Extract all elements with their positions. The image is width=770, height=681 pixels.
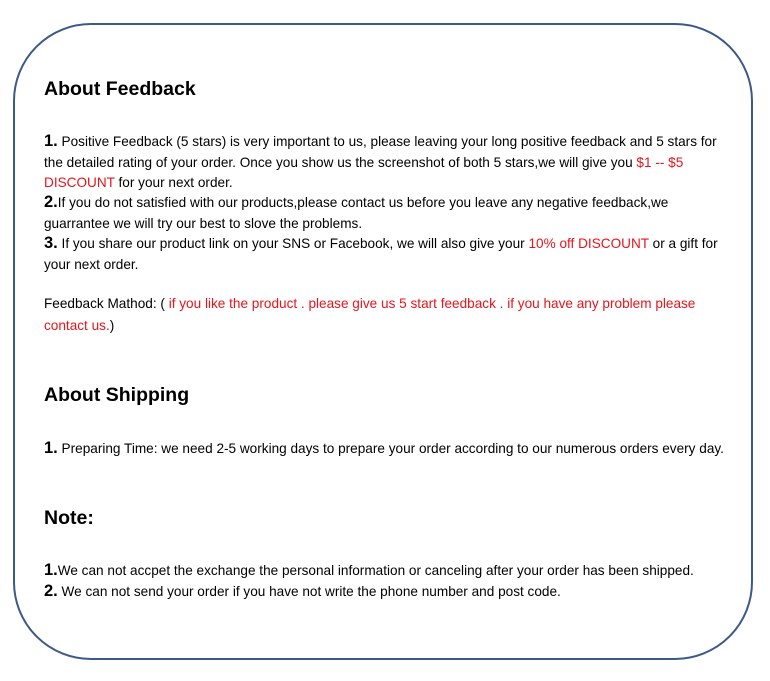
- share-discount-highlight: 10% off DISCOUNT: [528, 236, 649, 251]
- feedback-item-2-number: 2.: [44, 193, 58, 211]
- feedback-item-3: [44, 233, 732, 275]
- note-item-1-text: We can not accpet the exchange the personal information or canceling after your order has been shipped.: [57, 563, 694, 578]
- shipping-item-1-number: 1.: [44, 439, 58, 457]
- shipping-item-1: [44, 438, 732, 460]
- note-item-1: [44, 560, 732, 582]
- feedback-item-3-number: 3.: [44, 234, 58, 252]
- feedback-method-highlight: if you like the product . please give us 5 start feedback . if you have any problem please contact us.: [44, 296, 696, 333]
- feedback-item-1-text: Positive Feedback (5 stars) is very important to us, please leaving your long positive feedback and 5 stars for the detailed rating of your order. Once you show us the screenshot of both 5 stars,we will give you: [44, 134, 717, 170]
- note-item-2-text: We can not send your order if you have not write the phone number and post code.: [57, 584, 561, 599]
- feedback-item-2: [44, 192, 732, 234]
- feedback-item-3-text-end: or a gift for your next order.: [44, 236, 718, 272]
- note-heading: Note:: [44, 507, 94, 529]
- feedback-method-label: Feedback Mathod: (: [44, 296, 169, 311]
- about-feedback-heading: About Feedback: [44, 78, 196, 100]
- note-item-2: [44, 581, 732, 603]
- feedback-method-close: ): [109, 317, 115, 333]
- feedback-method: [44, 293, 732, 336]
- note-item-1-number: 1.: [44, 561, 58, 579]
- feedback-item-2-text: If you do not satisfied with our products,please contact us before you leave any negative feedback,we guarrantee we will try our best to slove the problems.: [44, 195, 669, 231]
- feedback-item-1-number: 1.: [44, 132, 58, 150]
- feedback-discount-highlight: $1 -- $5 DISCOUNT: [44, 154, 684, 190]
- feedback-item-1: [44, 131, 732, 194]
- shipping-item-1-text: Preparing Time: we need 2-5 working days to prepare your order according to our numerous orders every day.: [57, 441, 724, 456]
- note-item-2-number: 2.: [44, 582, 58, 600]
- about-shipping-heading: About Shipping: [44, 384, 190, 406]
- feedback-item-3-text: If you share our product link on your SNS or Facebook, we will also give your: [57, 236, 529, 251]
- feedback-item-1-text-end: for your next order.: [114, 175, 233, 190]
